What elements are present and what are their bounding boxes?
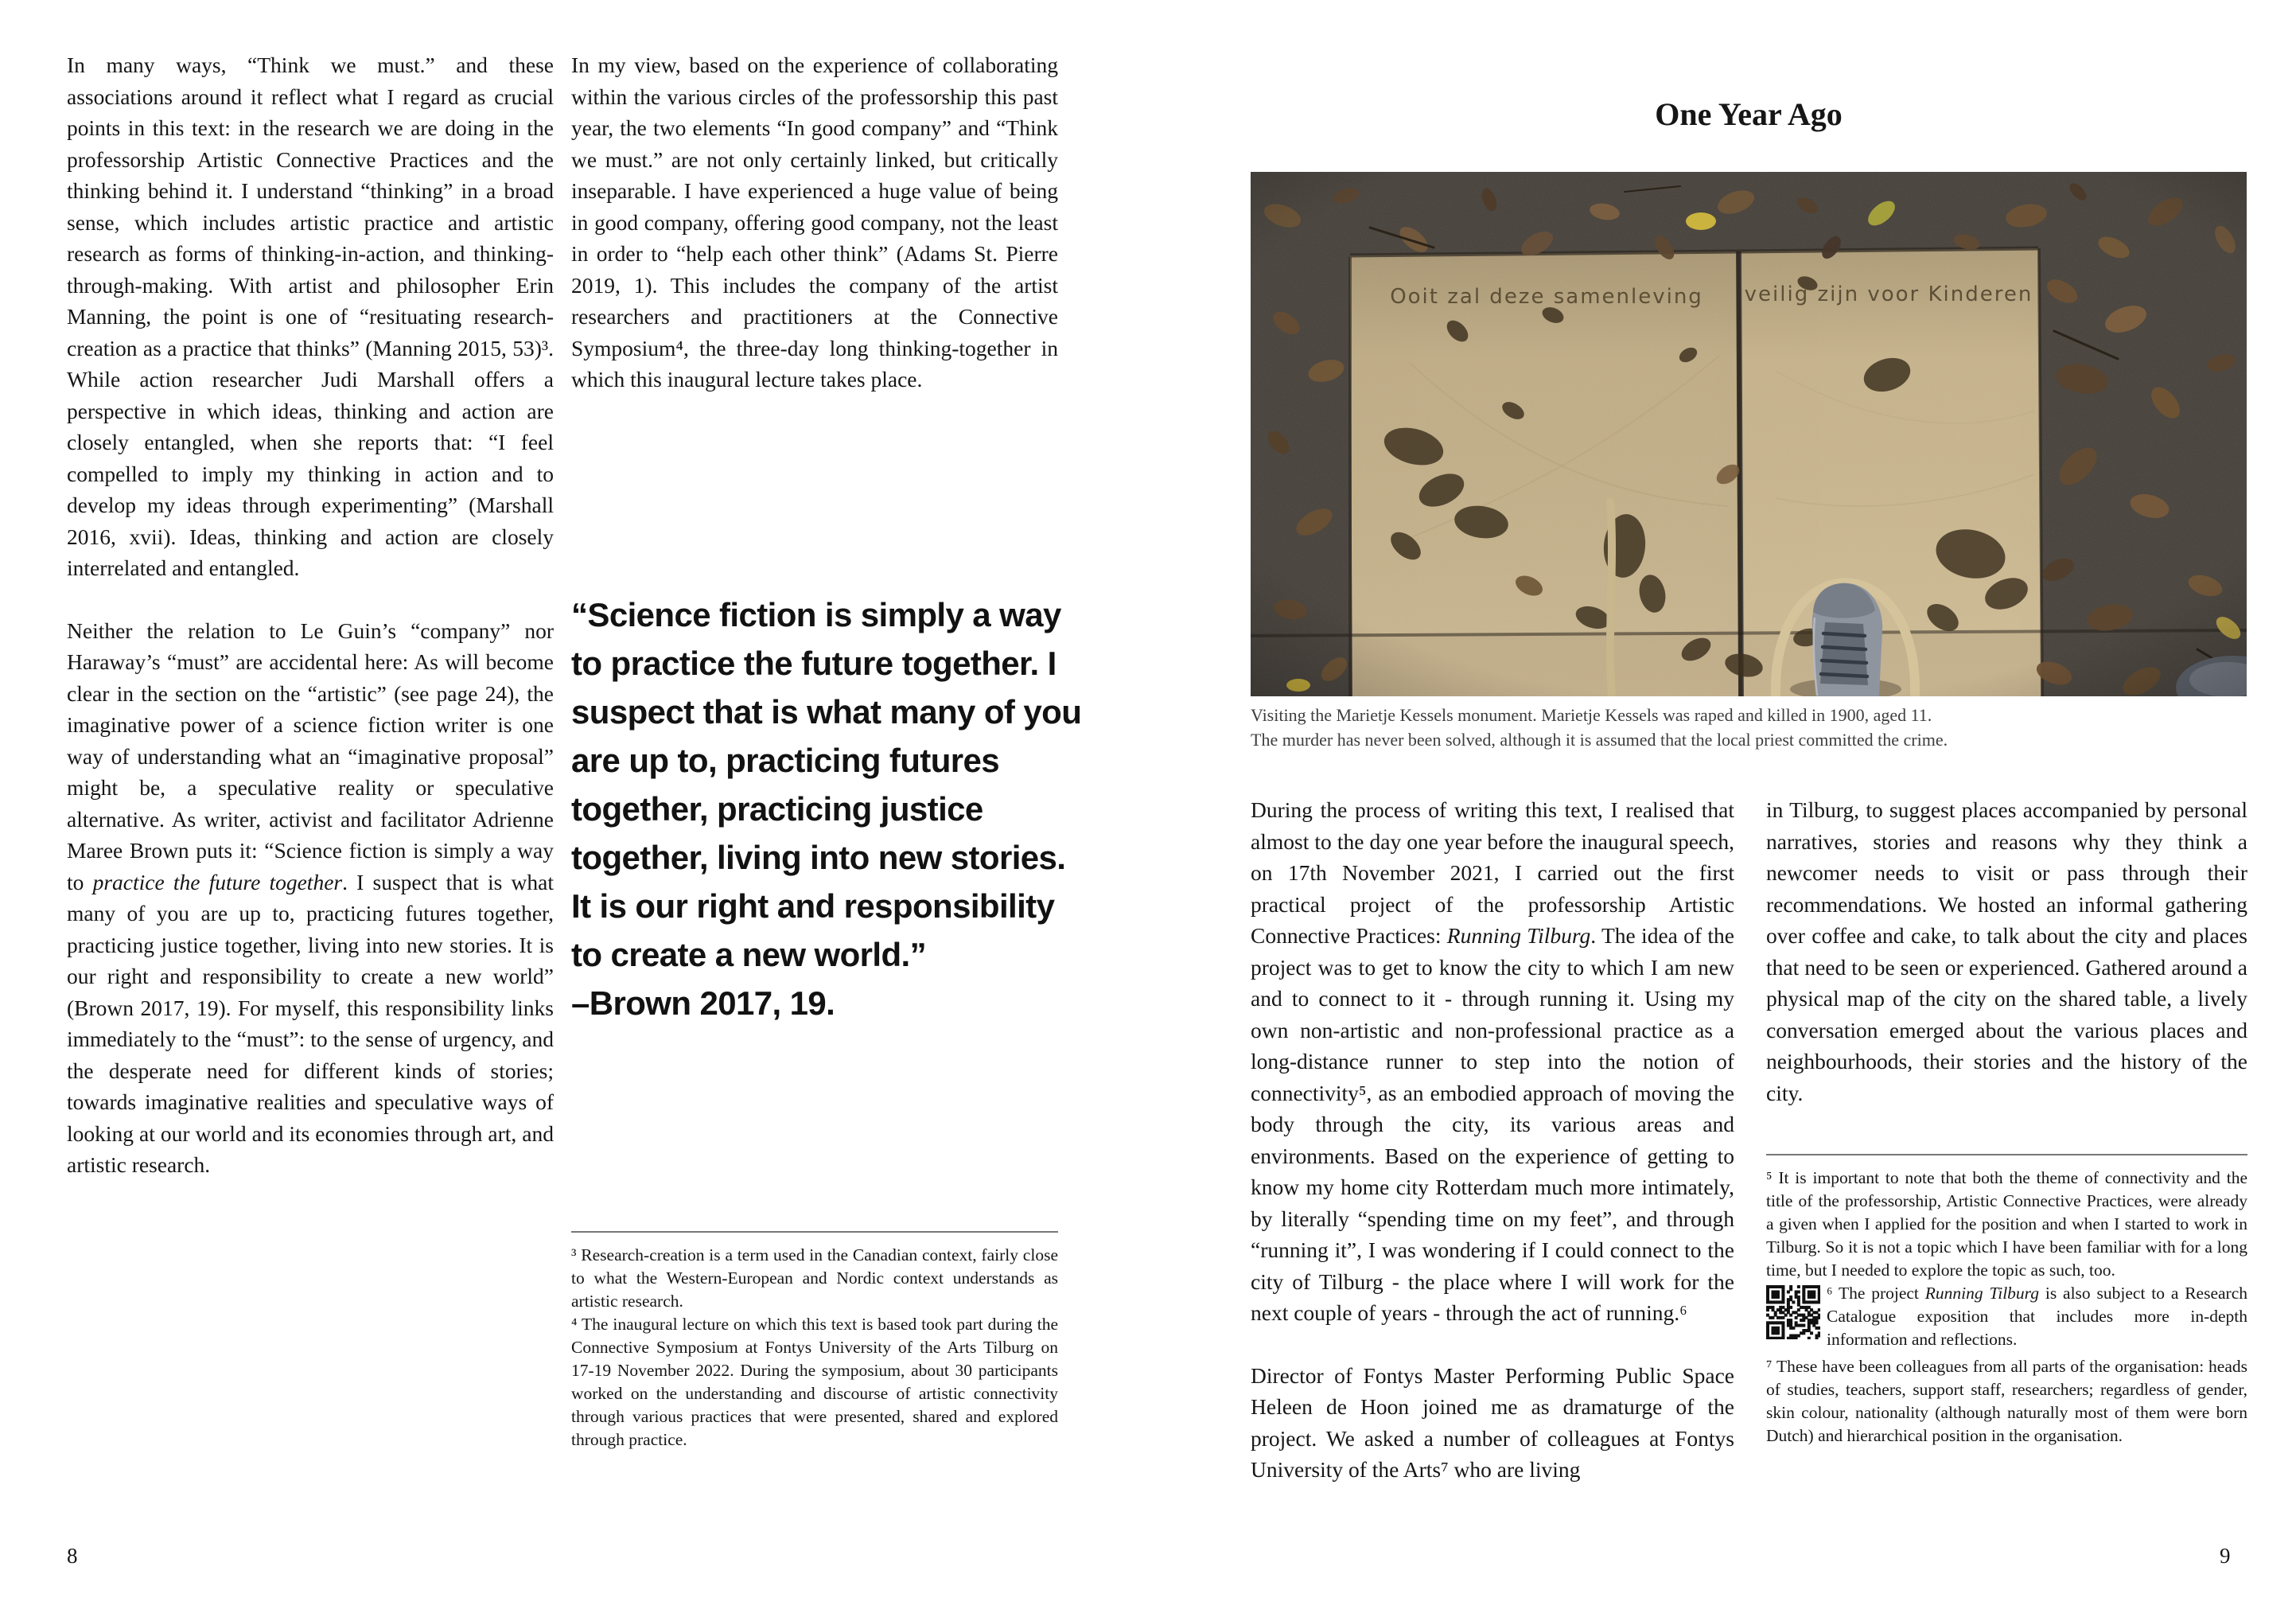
footnote-text: ³ Research-creation is a term used in the Canadian context, fairly close to what the Western-European and Nordic context understands as artistic research. [571, 1245, 1058, 1311]
caption-line-1: Visiting the Marietje Kessels monument. Marietje Kessels was raped and killed in 1900, aged 11. [1251, 705, 1932, 725]
footnote-text: ⁵ It is important to note that both the theme of connectivity and the title of the professorship, Artistic Connective Practices, were already a given when I applied for the position and when I started to work in Tilburg. So it is not a topic which I have been familiar with for a long time, but I needed to explore the topic as such, too. [1766, 1168, 2247, 1280]
paragraph: in Tilburg, to suggest places accompanied by personal narratives, stories and reasons why they think a newcomer needs to visit or pass through their recommendations. We hosted an informal gathering over coffee and cake, to talk about the city and places that need to be seen or experienced. Gathered around a physical map of the city on the shared table, a lively conversation emerged about the various places and neighbourhoods, their stories and the history of the city. [1766, 797, 2247, 1105]
pull-quote-text: “Science fiction is simply a way to practice the future together. I suspect that is what many of you are up to, practicing futures together, practicing justice together, living into new stories. It is our right and responsibility to create a new world.” [571, 596, 1082, 973]
footnote-text: ⁶ The project Running Tilburg is also subject to a Research Catalogue exposition that includes more in-depth information and reflections. [1827, 1284, 2247, 1349]
monument-photo-illustration [1251, 172, 2247, 696]
left-footnotes [571, 1231, 1058, 1451]
right-footnotes [1766, 1154, 2247, 1448]
monument-photo [1251, 172, 2247, 696]
right-column-1 [1251, 794, 1734, 1486]
left-column-2 [571, 49, 1058, 396]
photo-vignette [1251, 172, 2247, 696]
footnote-rule [1766, 1154, 2247, 1155]
page-number-right: 9 [2220, 1544, 2231, 1568]
page-right [1148, 0, 2296, 1621]
right-column-2 [1766, 794, 2247, 1109]
left-column-1 [67, 49, 554, 1181]
paragraph: In many ways, “Think we must.” and these associations around it reflect what I regard as crucial points in this text: in the research we are doing in the professorship Artistic Connective Practices and the thinking behind it. I understand “thinking” in a broad sense, which includes artistic practice and artistic research as forms of thinking-in-action, and thinking-through-making. With artist and philosopher Erin Manning, the point is one of “resituating research-creation as a practice that thinks” (Manning 2015, 53)³. While action researcher Judi Marshall offers a perspective in which ideas, thinking and action are closely entangled, when she reports that: “I feel compelled to imply my thinking in action and to develop my ideas through experimenting” (Marshall 2016, xvii). Ideas, thinking and action are closely interrelated and entangled. [67, 53, 554, 580]
qr-code [1766, 1285, 1820, 1339]
photo-caption [1251, 703, 2247, 752]
paragraph: In my view, based on the experience of collaborating within the various circles of the professorship this past year, the two elements “In good company” and “Think we must.” are not only certainly linked, but critically inseparable. I have experienced a huge value of being in good company, offering good company, not the least in order to “help each other think” (Adams St. Pierre 2019, 1). This includes the company of the artist researchers and practitioners at the Connective Symposium⁴, the three-day long thinking-together in which this inaugural lecture takes place. [571, 53, 1058, 392]
page-title: One Year Ago [1655, 96, 1843, 132]
footnote-6 [1766, 1282, 2247, 1355]
pull-quote-attribution: –Brown 2017, 19. [571, 984, 835, 1022]
footnote-rule [571, 1231, 1058, 1233]
footnote-text: ⁴ The inaugural lecture on which this text is based took part during the Connective Symposium at Fontys University of the Arts Tilburg on 17-19 November 2022. During the symposium, about 30 participants worked on the understanding and discourse of artistic connectivity through various practices that were presented, shared and explored through practice. [571, 1315, 1058, 1449]
page-number-left: 8 [67, 1544, 78, 1568]
pull-quote [571, 590, 1087, 1027]
footnote-5 [1766, 1167, 2247, 1282]
footnote-7 [1766, 1355, 2247, 1448]
paragraph: Neither the relation to Le Guin’s “company” nor Haraway’s “must” are accidental here: As will become clear in the section on the “artistic” (see page 24), the imaginative power of a science fiction writer is one way of understanding what an “imaginative proposal” might be, a speculative reality or speculative alternative. As writer, activist and facilitator Adrienne Maree Brown puts it: “Science fiction is simply a way to practice the future together. I suspect that is what many of you are up to, practicing futures together, practicing justice together, living into new stories. It is our right and responsibility to create a new world” (Brown 2017, 19). For myself, this responsibility links immediately to the “must”: to the sense of urgency, and the desperate need for different kinds of stories; towards imaginative realities and speculative ways of looking at our world and its economies through art, and artistic research. [67, 618, 555, 1177]
footnote-4 [571, 1313, 1058, 1451]
paragraph: Director of Fontys Master Performing Public Space Heleen de Hoon joined me as dramaturge of the project. We asked a number of colleagues at Fontys University of the Arts⁷ who are living [1251, 1362, 1734, 1482]
caption-line-2: The murder has never been solved, although it is assumed that the local priest committed the crime. [1251, 729, 1948, 750]
footnote-3 [571, 1244, 1058, 1313]
paragraph: During the process of writing this text, I realised that almost to the day one year before the inaugural speech, on 17th November 2021, I carried out the first practical project of the professorship Artistic Connective Practices: Running Tilburg. The idea of the project was to get to know the city to which I am new and to connect to it - through running it. Using my own non-artistic and non-professional practice as a long-distance runner to step into the notion of connectivity⁵, as an embodied approach of moving the body through the city, its various areas and environments. Based on the experience of getting to know my home city Rotterdam much more intimately, by literally “spending time on my feet”, and through “running it”, I was wondering if I could connect to the city of Tilburg - the place where I will work for the next couple of years - through the act of running.⁶ [1251, 797, 1734, 1325]
footnote-text: ⁷ These have been colleagues from all parts of the organisation: heads of studies, teachers, support staff, researchers; regardless of gender, skin colour, nationality (although naturally most of them were born Dutch) and hierarchical position in the organisation. [1766, 1357, 2247, 1445]
